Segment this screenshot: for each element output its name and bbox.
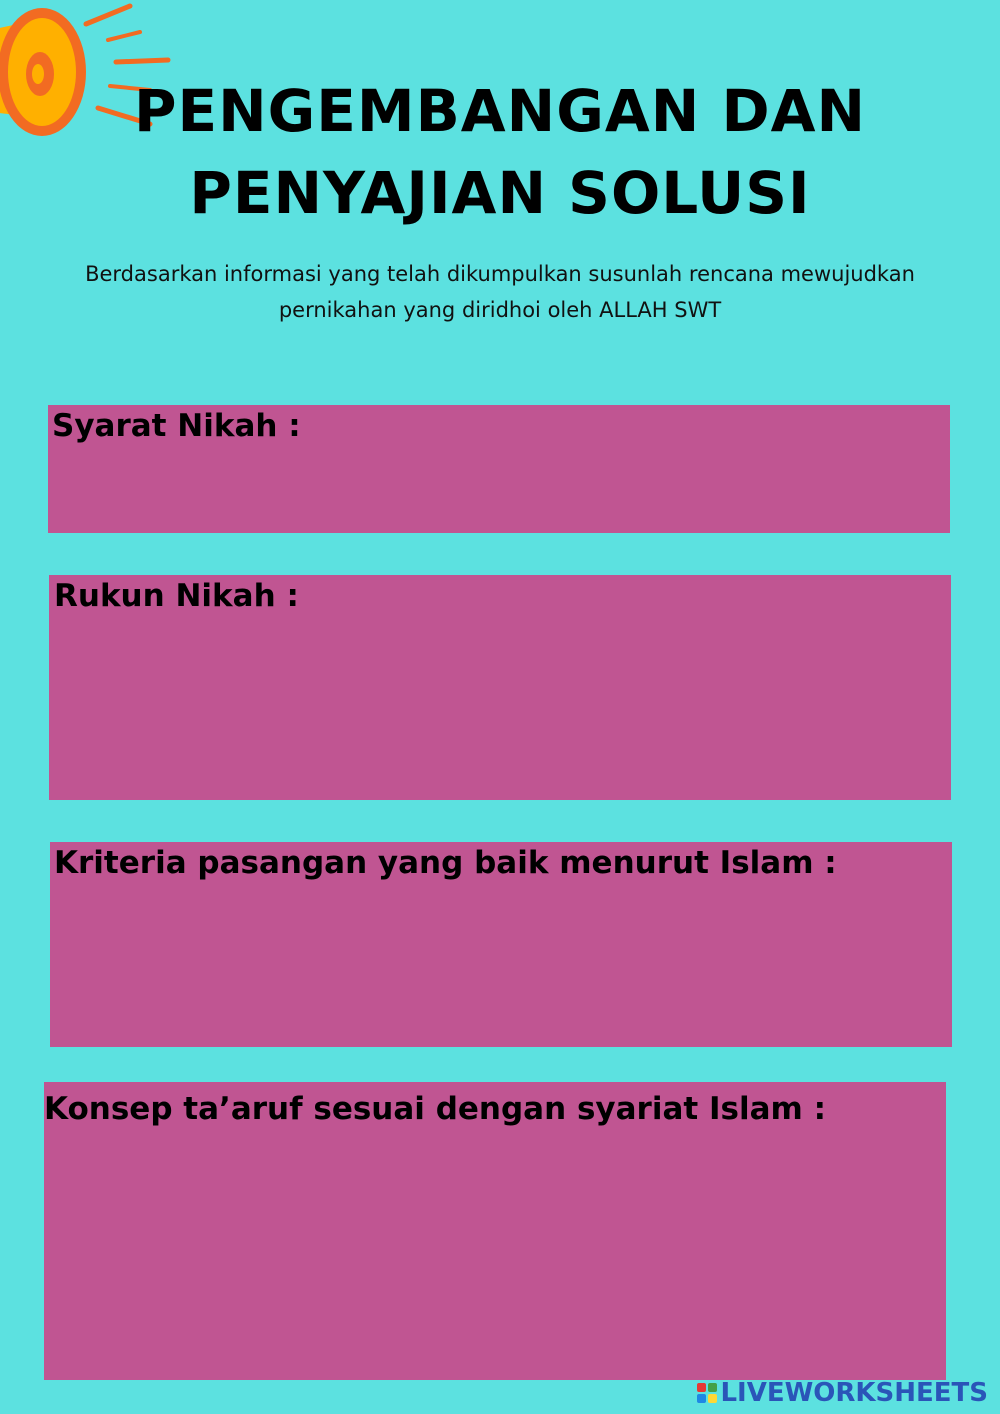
liveworksheets-logo-icon [697, 1383, 717, 1403]
syarat-nikah-label: Syarat Nikah : [52, 408, 301, 444]
rukun-nikah-label: Rukun Nikah : [54, 578, 299, 614]
title-line-1: PENGEMBANGAN DAN [133, 77, 867, 145]
konsep-taaruf-label: Konsep ta’aruf sesuai dengan syariat Islam : [44, 1091, 827, 1127]
liveworksheets-logo [697, 1378, 988, 1408]
brand-name: LIVEWORKSHEETS [720, 1378, 988, 1408]
kriteria-pasangan-label: Kriteria pasangan yang baik menurut Islam : [54, 845, 837, 881]
instruction-line-1: Berdasarkan informasi yang telah dikumpulkan susunlah rencana mewujudkan [85, 262, 915, 286]
instruction-text [20, 256, 980, 328]
instruction-line-2: pernikahan yang diridhoi oleh ALLAH SWT [278, 298, 722, 322]
page-title [0, 70, 1000, 234]
title-line-2: PENYAJIAN SOLUSI [189, 159, 811, 227]
